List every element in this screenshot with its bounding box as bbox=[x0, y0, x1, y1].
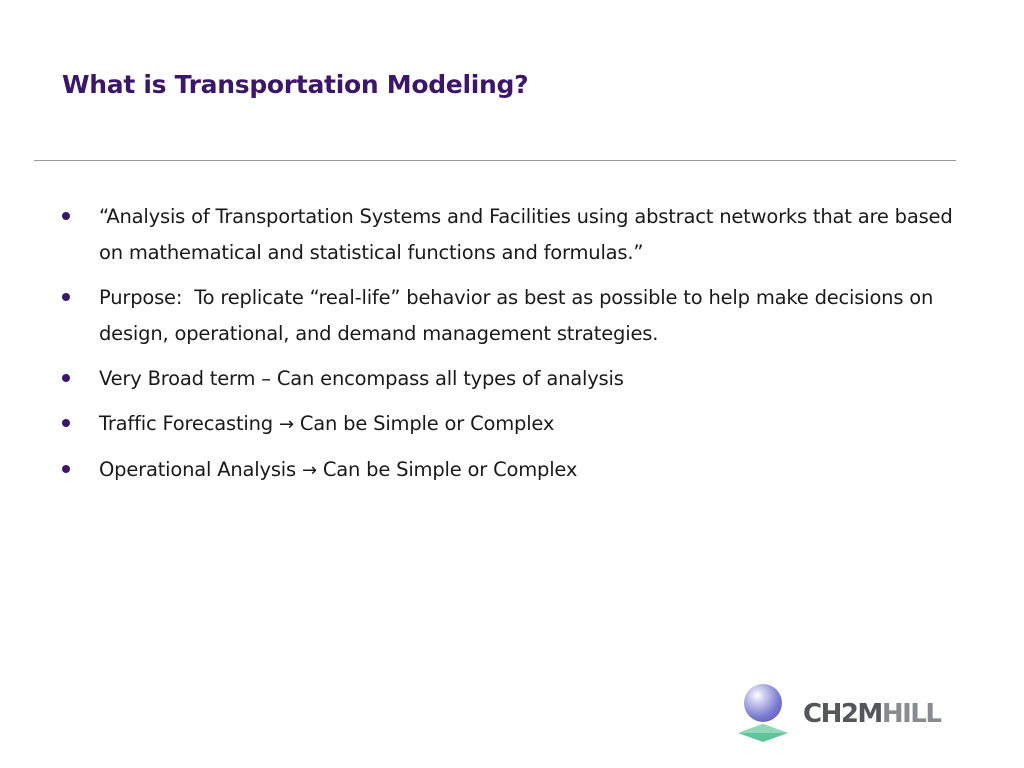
bullet-text-after: Can be Simple or Complex bbox=[322, 458, 578, 481]
right-arrow-icon: → bbox=[301, 460, 317, 481]
company-logo bbox=[738, 684, 978, 748]
bullet-text bbox=[99, 406, 962, 443]
logo-base-icon bbox=[738, 724, 788, 742]
bullet-text bbox=[99, 452, 962, 489]
logo-text-hill: HILL bbox=[881, 699, 941, 729]
bullet-text: “Analysis of Transportation Systems and Facilities using abstract networks that are based on mathematical and statistical functions and formulas.” bbox=[99, 205, 959, 264]
bullet-text-before: Traffic Forecasting bbox=[99, 412, 273, 435]
bullet-text-before: Operational Analysis bbox=[99, 458, 296, 481]
slide-title: What is Transportation Modeling? bbox=[62, 70, 529, 99]
bullet-dot-icon bbox=[62, 419, 70, 427]
bullet-text-after: Can be Simple or Complex bbox=[299, 412, 555, 435]
title-divider bbox=[34, 160, 956, 161]
right-arrow-icon: → bbox=[278, 414, 294, 435]
bullet-item bbox=[62, 199, 962, 271]
logo-wordmark bbox=[803, 699, 940, 729]
bullet-dot-icon bbox=[62, 293, 70, 301]
bullet-text: Very Broad term – Can encompass all types of analysis bbox=[99, 367, 624, 390]
bullet-item bbox=[62, 452, 962, 489]
bullet-dot-icon bbox=[62, 374, 70, 382]
bullet-item bbox=[62, 280, 962, 352]
globe-icon bbox=[744, 684, 782, 722]
bullet-dot-icon bbox=[62, 465, 70, 473]
logo-text-ch2m: CH2M bbox=[803, 699, 882, 729]
bullet-item bbox=[62, 406, 962, 443]
bullet-text: Purpose: To replicate “real-life” behavior as best as possible to help make decisions on design, operational, and demand management strategies. bbox=[99, 286, 940, 345]
bullet-dot-icon bbox=[62, 212, 70, 220]
bullet-item bbox=[62, 361, 962, 397]
bullet-list bbox=[62, 199, 962, 498]
